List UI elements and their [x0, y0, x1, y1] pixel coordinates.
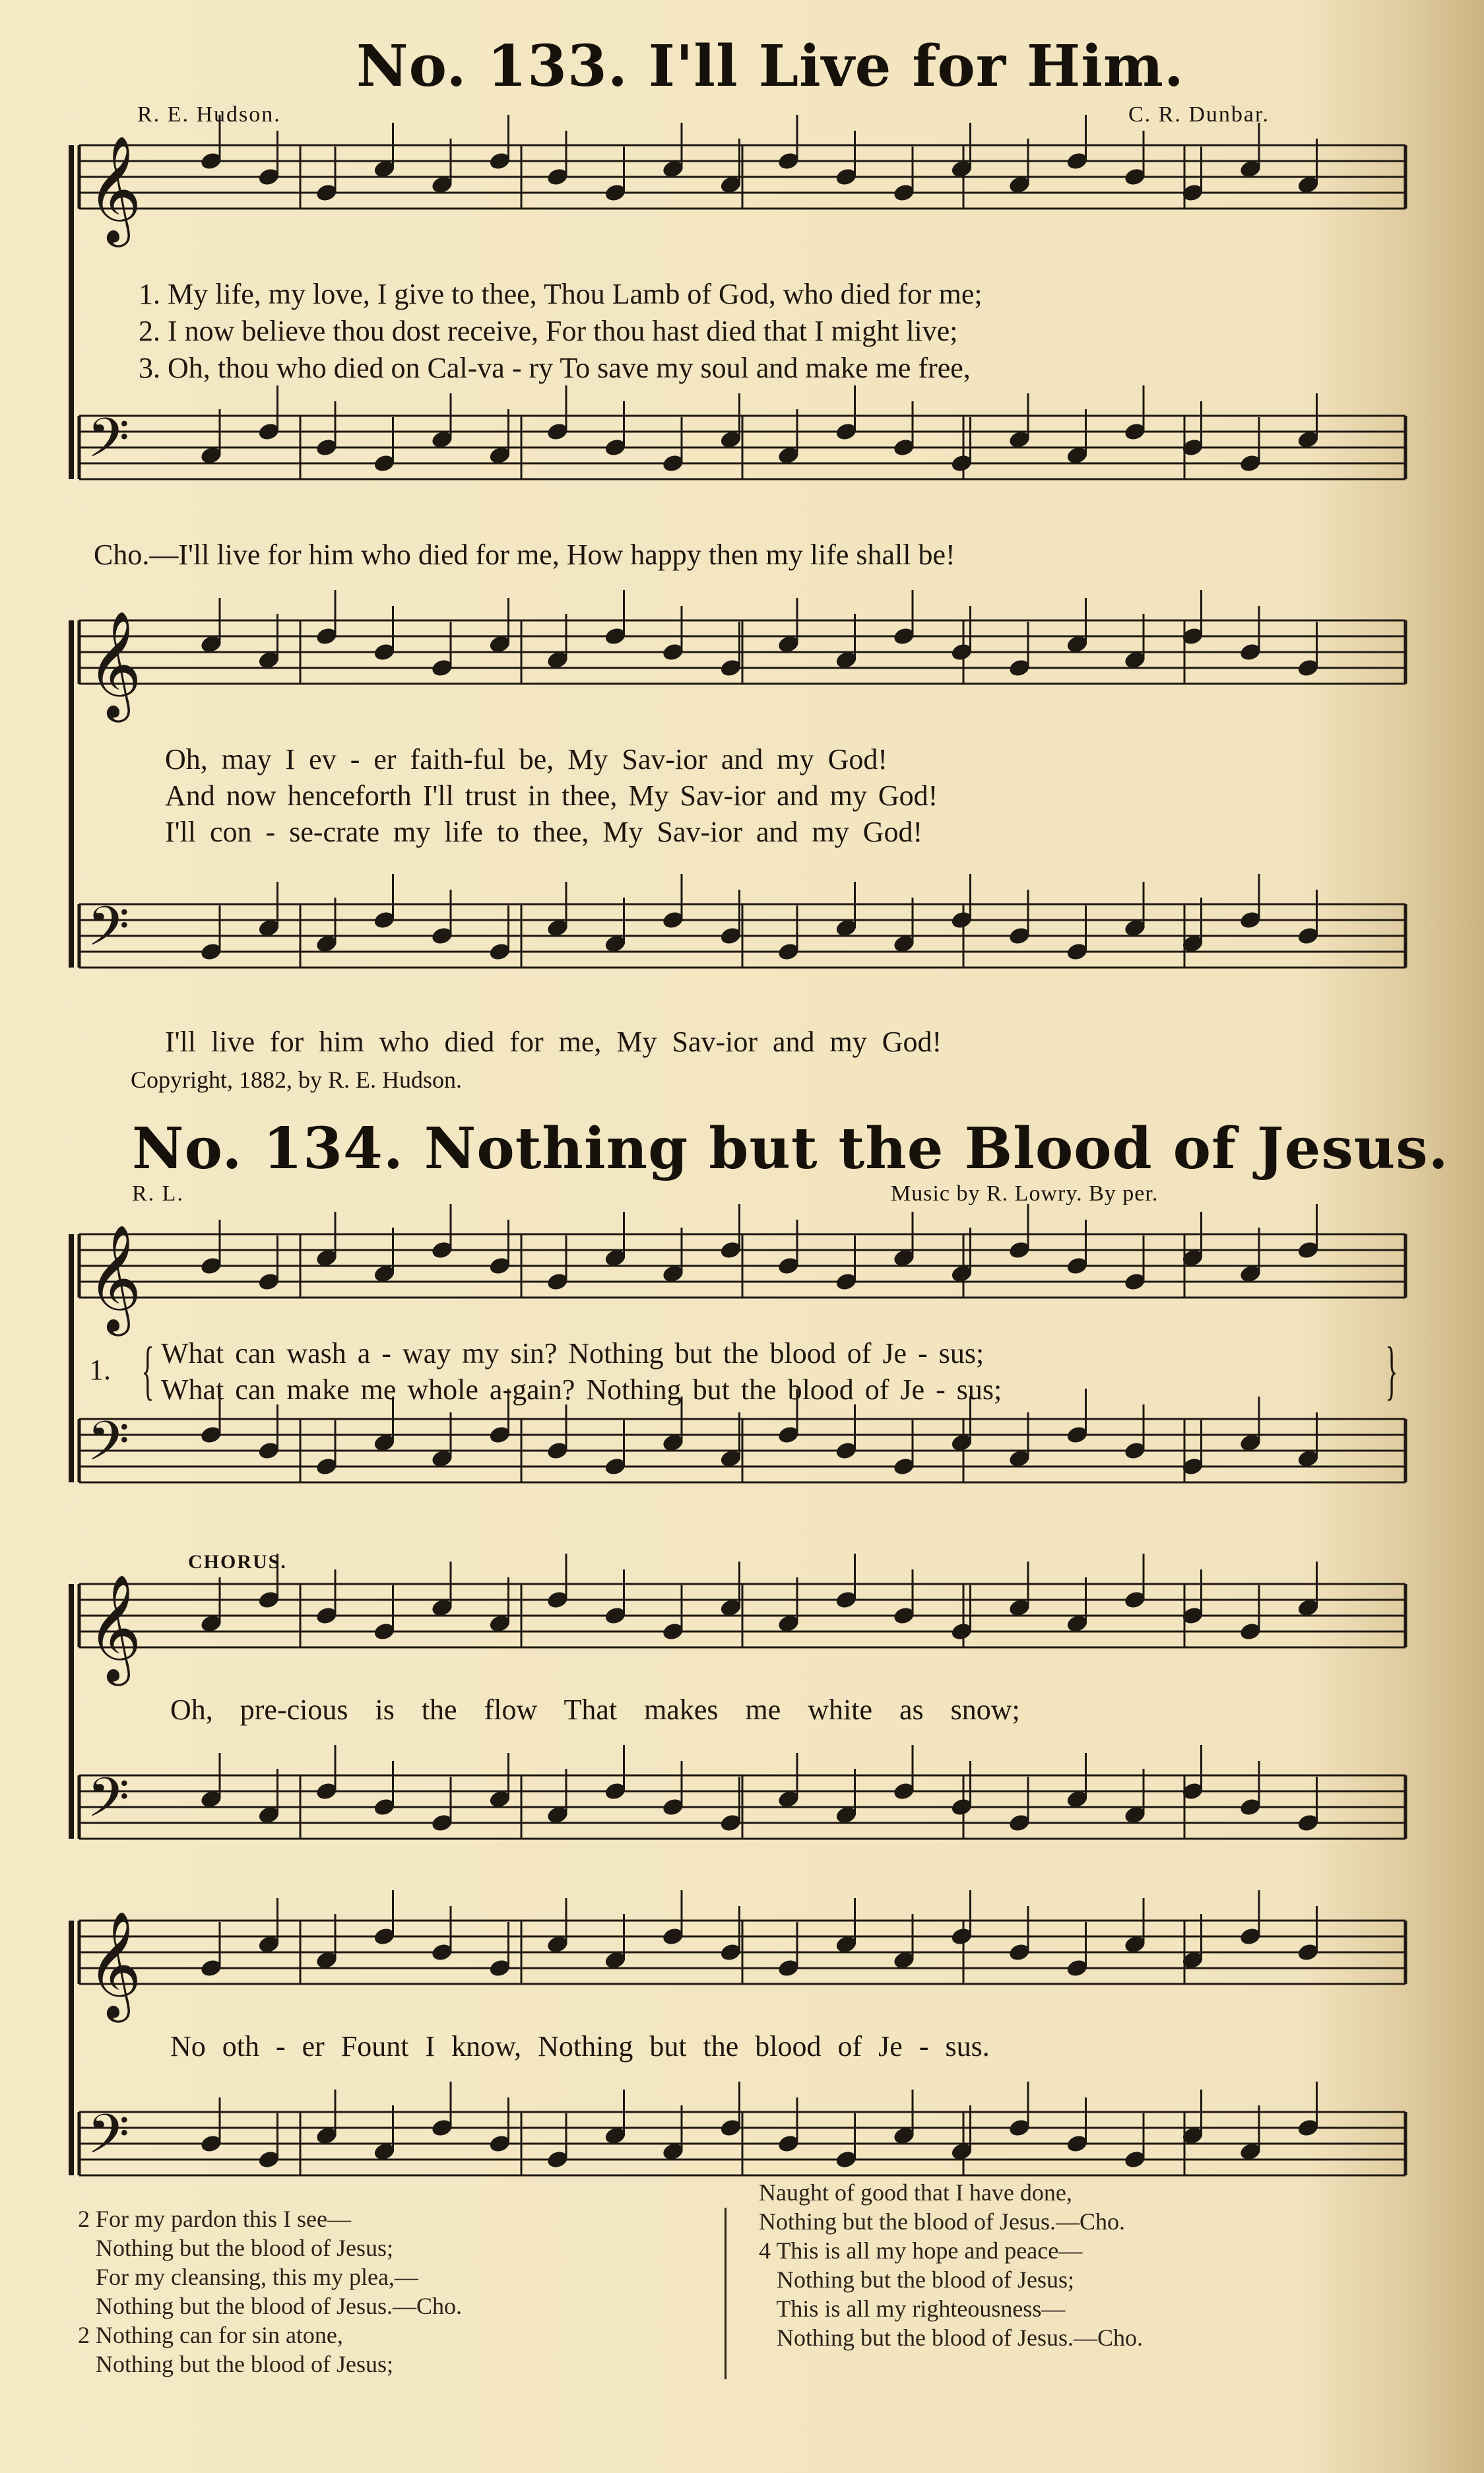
hymn-134-composer: Music by R. Lowry. By per. [891, 1181, 1159, 1206]
hymn-134-chorus-line-2: No oth - er Fount I know, Nothing but the blood of Je - sus. [170, 2030, 990, 2062]
h133-s2-bass-clef: 𝄢 [87, 894, 130, 972]
hymn-133-verse-line-2: 2. I now believe thou dost receive, For thou hast died that I might live; [139, 315, 958, 347]
hymn-133-refrain-line-1: Oh, may I ev - er faith-ful be, My Sav-ior and my God! [165, 743, 888, 775]
hymn-134-author: R. L. [132, 1181, 184, 1206]
hymn-134-stanzas-right: Naught of good that I have done, Nothing but the blood of Jesus.—Cho. 4 This is all my hope and peace— Nothing but the blood of Jesus; This is all my righteousness— Nothing but the blood of Jesus.—Cho. [759, 2179, 1143, 2351]
h134-s1-bass-clef: 𝄢 [87, 1409, 130, 1486]
h133-s2-treble-clef: 𝄞 [87, 610, 142, 718]
h134-s2-bass-clef: 𝄢 [87, 1765, 130, 1843]
hymn-133-title: No. 133. I'll Live for Him. [356, 33, 1184, 100]
h134-s1-treble-clef: 𝄞 [87, 1224, 142, 1332]
hymn-133-author: R. E. Hudson. [137, 102, 281, 127]
hymn-134-brace-right: } [1385, 1333, 1398, 1406]
hymn-133-verse-line-1: 1. My life, my love, I give to thee, Thou Lamb of God, who died for me; [139, 278, 983, 310]
h134-s3-treble-clef: 𝄞 [87, 1911, 142, 2018]
h134-s2-treble-clef: 𝄞 [87, 1574, 142, 1682]
h134-s3-bass-clef: 𝄢 [87, 2102, 130, 2179]
hymn-134-verse-number: 1. [89, 1354, 111, 1386]
hymn-134-chorus-line-1: Oh, pre-cious is the flow That makes me white as snow; [170, 1694, 1020, 1726]
hymn-133-chorus-line-2: I'll live for him who died for me, My Sav-ior and my God! [165, 1026, 942, 1058]
hymn-133-chorus-line-1: Cho.—I'll live for him who died for me, How happy then my life shall be! [94, 539, 955, 571]
hymn-133-composer: C. R. Dunbar. [1128, 102, 1270, 127]
h133-s1-bass-clef: 𝄢 [87, 406, 130, 483]
hymn-134-chorus-label: CHORUS. [188, 1551, 287, 1573]
hymn-134-stanzas-left: 2 For my pardon this I see— Nothing but the blood of Jesus; For my cleansing, this my plea,— Nothing but the blood of Jesus.—Cho. 2 Nothing can for sin atone, Nothing but the blood of Jesus; [78, 2206, 462, 2377]
hymn-133-verse-line-3: 3. Oh, thou who died on Cal-va - ry To save my soul and make me free, [139, 352, 971, 384]
h133-s1-treble-clef: 𝄞 [87, 135, 142, 243]
stanza-divider [725, 2208, 726, 2379]
hymn-134-verse-line-1: What can wash a - way my sin? Nothing but the blood of Je - sus; [161, 1337, 984, 1369]
hymn-134-verse-line-2: What can make me whole a-gain? Nothing but the blood of Je - sus; [161, 1373, 1002, 1406]
hymn-133-copyright: Copyright, 1882, by R. E. Hudson. [131, 1067, 463, 1093]
hymn-134-title: No. 134. Nothing but the Blood of Jesus. [132, 1115, 1449, 1182]
hymn-134-brace-left: { [141, 1333, 154, 1406]
hymn-133-refrain-line-3: I'll con - se-crate my life to thee, My Sav-ior and my God! [165, 816, 923, 848]
hymn-133-refrain-line-2: And now henceforth I'll trust in thee, My Sav-ior and my God! [165, 779, 938, 812]
